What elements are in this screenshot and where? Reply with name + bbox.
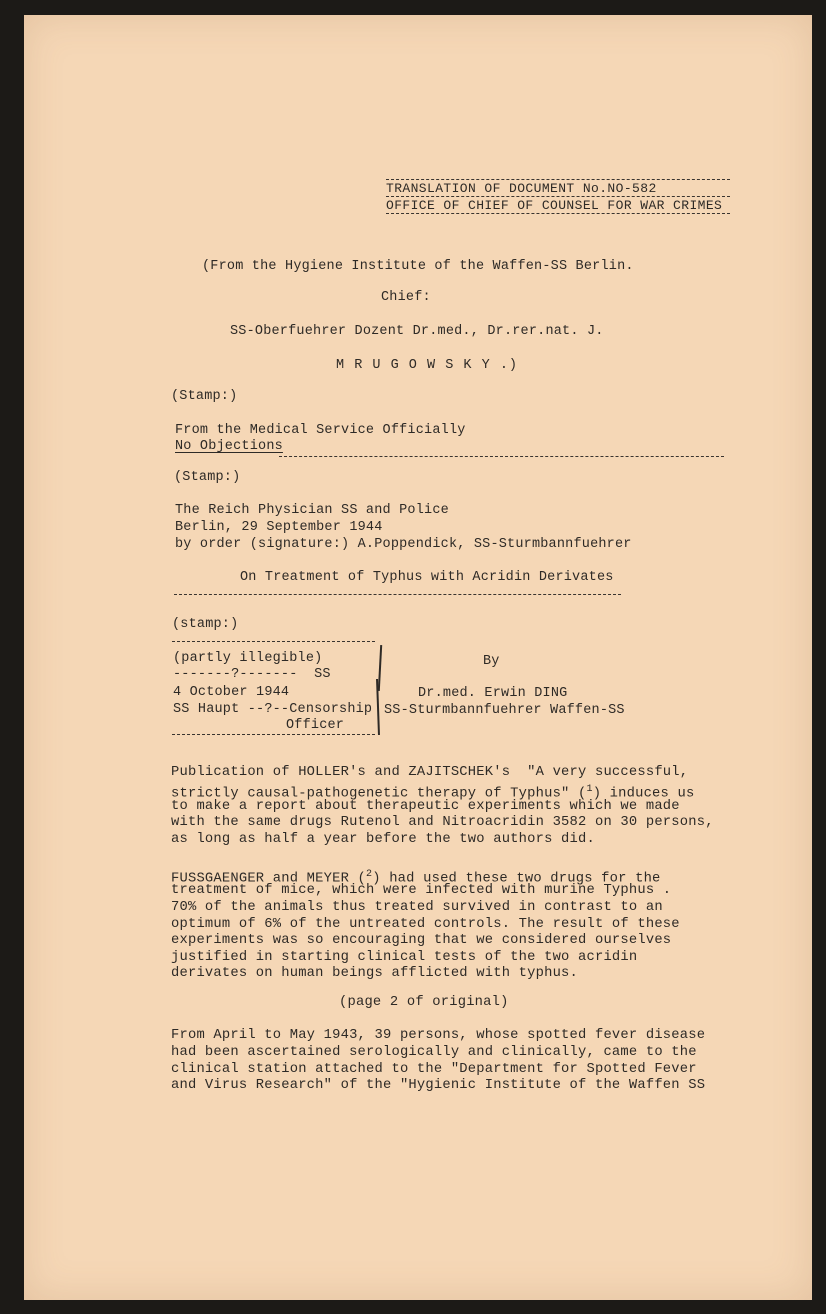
author-rank: SS-Sturmbannfuehrer Waffen-SS [384, 703, 625, 718]
paragraph-2-line-7: derivates on human beings afflicted with typhus. [171, 966, 579, 981]
stamp-1-line-2: No Objections [175, 439, 283, 454]
stamp-3-bottom-rule [172, 734, 375, 735]
author-by: By [483, 654, 500, 669]
paragraph-2-line-1-text: FUSSGAENGER and MEYER ( [171, 871, 367, 887]
stamp-3-top-rule [172, 641, 375, 642]
paragraph-3-line-1: From April to May 1943, 39 persons, whose spotted fever disease [171, 1028, 706, 1043]
header-mid-rule [386, 196, 730, 197]
stamp-2-line-1: The Reich Physician SS and Police [175, 503, 449, 518]
paragraph-3-line-2: had been ascertained serologically and clinically, came to the [171, 1045, 697, 1060]
paragraph-3-line-3: clinical station attached to the "Department for Spotted Fever [171, 1062, 697, 1077]
paragraph-2-line-2: treatment of mice, which were infected with murine Typhus . [171, 883, 672, 898]
paragraph-2-line-3: 70% of the animals thus treated survived in contrast to an [171, 900, 663, 915]
stamp-1-line-1: From the Medical Service Officially [175, 423, 466, 438]
document-page [24, 15, 812, 1300]
stamp-3-divider-upper [378, 645, 382, 691]
paragraph-2-line-5: experiments was so encouraging that we considered ourselves [171, 933, 672, 948]
stamp-2-line-2: Berlin, 29 September 1944 [175, 520, 383, 535]
stamp-3-label: (stamp:) [172, 617, 239, 632]
header-line-2: OFFICE OF CHIEF OF COUNSEL FOR WAR CRIMES [386, 198, 723, 213]
header-top-rule [386, 179, 730, 180]
stamp-3-line-4: SS Haupt --?--Censorship [173, 702, 373, 717]
author-name: Dr.med. Erwin DING [418, 686, 568, 701]
paragraph-2-line-1-tail: ) had used these two drugs for the [372, 871, 661, 887]
document-title: On Treatment of Typhus with Acridin Derivates [240, 570, 614, 585]
paragraph-3-line-4: and Virus Research" of the "Hygienic Institute of the Waffen SS [171, 1078, 706, 1093]
source-line-1: (From the Hygiene Institute of the Waffen-SS Berlin. [202, 259, 634, 274]
source-line-3: SS-Oberfuehrer Dozent Dr.med., Dr.rer.nat. J. [230, 324, 604, 339]
stamp-1-label: (Stamp:) [171, 389, 238, 404]
paragraph-1-line-2-tail: ) induces us [592, 786, 695, 802]
page-note: (page 2 of original) [339, 995, 509, 1010]
stamp-1-rule [279, 456, 724, 457]
paragraph-1-line-4: with the same drugs Rutenol and Nitroacridin 3582 on 30 persons, [171, 815, 714, 830]
paragraph-1-line-1: Publication of HOLLER's and ZAJITSCHEK's "A very successful, [171, 765, 689, 780]
footnote-2-marker: 2 [366, 869, 373, 880]
stamp-3-line-1: (partly illegible) [173, 651, 323, 666]
stamp-3-line-5: Officer [286, 718, 345, 733]
source-line-2: Chief: [381, 290, 431, 305]
paragraph-1-line-2-text: strictly causal-pathogenetic therapy of Typhus" ( [171, 786, 587, 802]
paragraph-1-line-3: to make a report about therapeutic experiments which we made [171, 799, 680, 814]
paragraph-2-line-6: justified in starting clinical tests of the two acridin [171, 950, 638, 965]
header-line-1: TRANSLATION OF DOCUMENT No.NO-582 [386, 181, 657, 196]
stamp-2-label: (Stamp:) [174, 470, 241, 485]
footnote-1-marker: 1 [586, 784, 593, 795]
paragraph-1-line-5: as long as half a year before the two authors did. [171, 832, 595, 847]
stamp-2-line-3: by order (signature:) A.Poppendick, SS-Sturmbannfuehrer [175, 537, 632, 552]
paragraph-2-line-4: optimum of 6% of the untreated controls. The result of these [171, 917, 680, 932]
header-bottom-rule [386, 213, 730, 214]
source-line-4: M R U G O W S K Y .) [336, 358, 519, 373]
stamp-3-line-3: 4 October 1944 [173, 685, 290, 700]
stamp-3-line-2: -------?------- SS [173, 667, 331, 682]
title-rule [174, 594, 621, 595]
